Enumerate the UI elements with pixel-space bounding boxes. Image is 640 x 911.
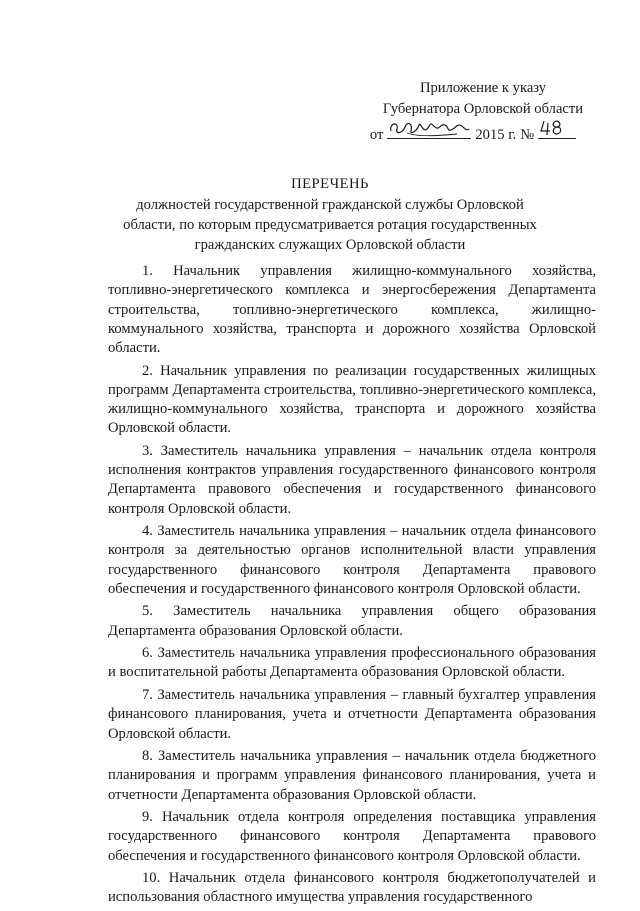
appendix-title: Приложение к указу <box>419 80 547 96</box>
list-item: 7. Заместитель начальника управления – главный бухгалтер управления финансового планирования, учета и отчетности Департамента образования Орловской области. <box>108 687 596 742</box>
number-prefix: № <box>520 127 535 143</box>
subtitle-line: гражданских служащих Орловской области <box>194 237 466 253</box>
list-item: 4. Заместитель начальника управления – начальник отдела финансового контроля за деятельностью органов исполнительной власти управления государственного финансового контроля Департамента правового обеспечения и государственного финансового контроля Орловской области. <box>108 523 596 597</box>
handwritten-number <box>538 120 576 139</box>
document-title: ПЕРЕЧЕНЬ <box>291 176 369 192</box>
handwritten-date <box>387 120 471 139</box>
subtitle-line: области, по которым предусматривается ротация государственных <box>123 217 537 233</box>
document-heading <box>100 174 560 255</box>
subtitle-line: должностей государственной гражданской службы Орловской <box>136 197 524 213</box>
appendix-block <box>368 78 598 146</box>
handwritten-date-scribble <box>387 117 471 139</box>
date-prefix: от <box>369 127 384 143</box>
positions-list <box>108 262 596 911</box>
list-item: 9. Начальник отдела контроля определения поставщика управления государственного финансового контроля Департамента правового обеспечения и государственного финансового контроля Орловской области. <box>108 809 596 864</box>
appendix-issuer: Губернатора Орловской области <box>382 101 584 117</box>
list-item: 5. Заместитель начальника управления общего образования Департамента образования Орловской области. <box>108 603 596 639</box>
list-item: 6. Заместитель начальника управления профессионального образования и воспитательной работы Департамента образования Орловской области. <box>108 645 596 681</box>
list-item: 10. Начальник отдела финансового контроля бюджетополучателей и использования областного имущества управления государственного <box>108 870 596 906</box>
list-item: 1. Начальник управления жилищно-коммунального хозяйства, топливно-энергетического комплекса и энергосбережения Департамента строительства, топливно-энергетического комплекса, жилищно-коммунального хозяйства, транспорта и дорожного хозяйства Орловской области. <box>108 263 596 356</box>
list-item: 3. Заместитель начальника управления – начальник отдела контроля исполнения контрактов управления государственного финансового контроля Департамента правового обеспечения и государственного финансового контроля Орловской области. <box>108 442 596 517</box>
list-item: 8. Заместитель начальника управления – начальник отдела бюджетного планирования и программ управления финансового планирования, учета и отчетности Департамента образования Орловской области. <box>108 748 596 803</box>
handwritten-number-scribble <box>538 117 576 139</box>
date-year: 2015 г. <box>475 127 517 143</box>
list-item: 2. Начальник управления по реализации государственных жилищных программ Департамента строительства, топливно-энергетического комплекса, жилищно-коммунального хозяйства, транспорта и дорожного хозяйства Орловской области. <box>108 362 596 437</box>
appendix-date-line <box>368 120 598 146</box>
